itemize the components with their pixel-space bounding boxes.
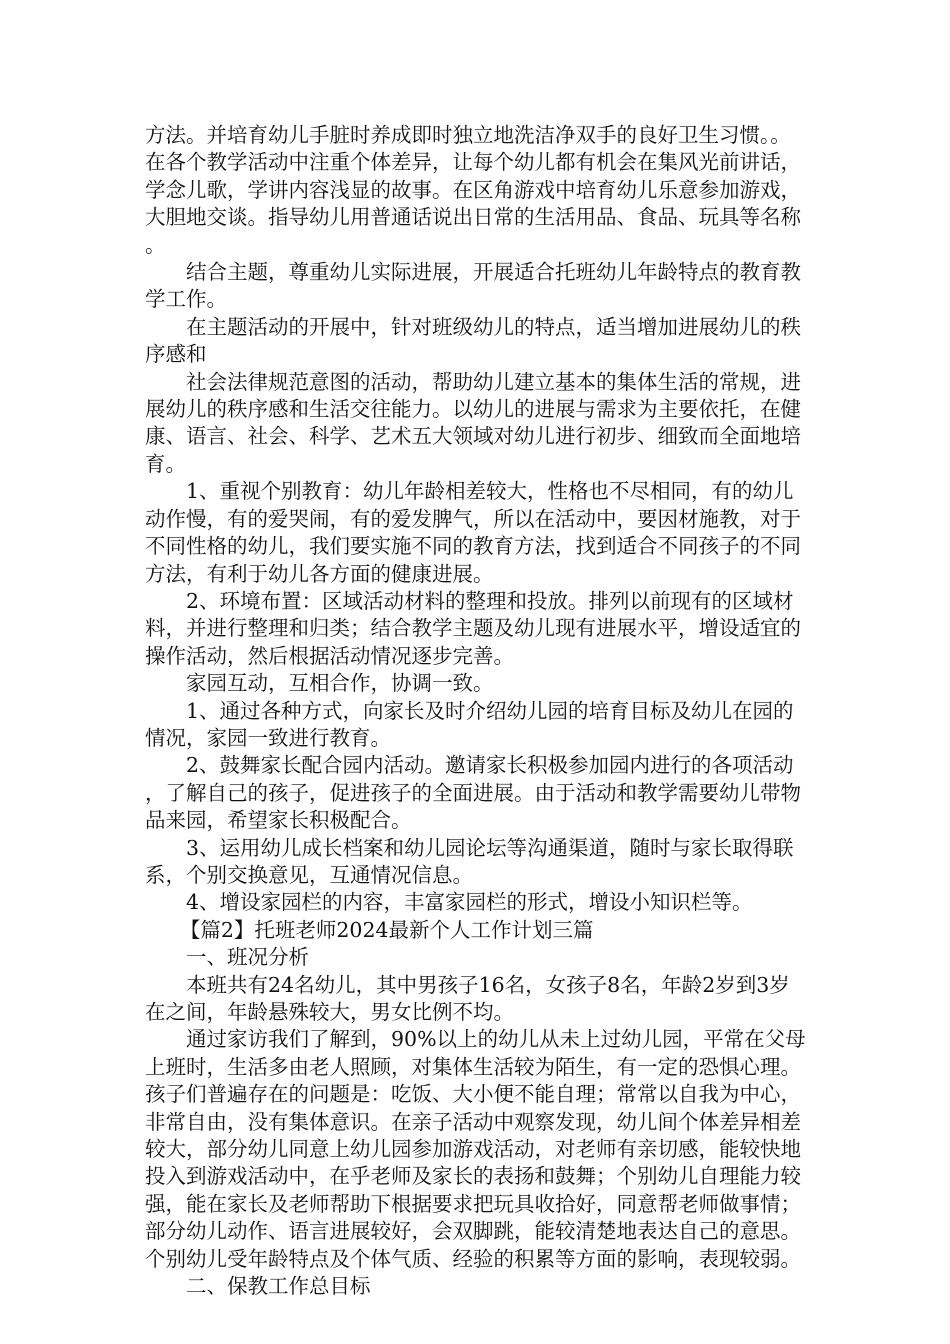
document-body [145,122,810,1300]
paragraph-hygiene-language: 方法。并培育幼儿手脏时养成即时独立地洗洁净双手的良好卫生习惯。。在各个教学活动中注重个体差异，让每个幼儿都有机会在集风光前讲话，学念儿歌，学讲内容浅显的故事。在区角游戏中培育幼儿乐意参加游戏，大胆地交谈。指导幼儿用普通话说出日常的生活用品、食品、玩具等名称。 [145,123,801,257]
section-heading-class-analysis: 一、班况分析 [186,945,309,970]
paragraph-home-school-3: 3、运用幼儿成长档案和幼儿园论坛等沟通渠道，随时与家长取得联系，个别交换意见，互通情况信息。 [145,835,794,887]
paragraph-theme-activities: 在主题活动的开展中，针对班级幼儿的特点，适当增加进展幼儿的秩序感和 [145,314,801,367]
paragraph-individual-education: 1、重视个别教育：幼儿年龄相差较大，性格也不尽相同，有的幼儿动作慢，有的爱哭闹，有的爱发脾气，所以在活动中，要因材施教，对于不同性格的幼儿，我们要实施不同的教育方法，找到适合不同孩子的不同方法，有利于幼儿各方面的健康进展。 [145,479,801,586]
paragraph-home-school-2: 2、鼓舞家长配合园内活动。邀请家长积极参加园内进行的各项活动，了解自己的孩子，促进孩子的全面进展。由于活动和教学需要幼儿带物品来园，希望家长积极配合。 [145,753,801,833]
section-heading-part2: 【篇2】托班老师2024最新个人工作计划三篇 [179,917,594,942]
paragraph-home-visit: 通过家访我们了解到，90%以上的幼儿从未上过幼儿园，平常在父母上班时，生活多由老人照顾，对集体生活较为陌生，有一定的恐惧心理。孩子们普遍存在的问题是：吃饭、大小便不能自理；常常以自我为中心，非常自由，没有集体意识。在亲子活动中观察发现，幼儿间个体差异相差较大，部分幼儿同意上幼儿园参加游戏活动，对老师有亲切感，能较快地投入到游戏活动中，在乎老师及家长的表扬和鼓舞；个别幼儿自理能力较强，能在家长及老师帮助下根据要求把玩具收拾好，同意帮老师做事情；部分幼儿动作、语言进展较好，会双脚跳，能较清楚地表达自己的意思。个别幼儿受年龄特点及个体气质、经验的积累等方面的影响，表现较弱。 [145,1027,806,1271]
paragraph-home-school-4: 4、增设家园栏的内容，丰富家园栏的形式，增设小知识栏等。 [186,890,753,915]
section-heading-overall-goals: 二、保教工作总目标 [186,1274,371,1299]
paragraph-theme-teaching: 结合主题，尊重幼儿实际进展，开展适合托班幼儿年龄特点的教育教学工作。 [145,260,801,312]
paragraph-social-rules: 社会法律规范意图的活动，帮助幼儿建立基本的集体生活的常规，进展幼儿的秩序感和生活交往能力。以幼儿的进展与需求为主要依托，在健康、语言、社会、科学、艺术五大领域对幼儿进行初步、细致而全面地培育。 [145,369,801,476]
paragraph-home-school: 家园互动，互相合作，协调一致。 [186,671,494,696]
paragraph-home-school-1: 1、通过各种方式，向家长及时介绍幼儿园的培育目标及幼儿在园的情况，家园一致进行教育。 [145,698,794,750]
paragraph-class-stats: 本班共有24名幼儿，其中男孩子16名，女孩子8名，年龄2岁到3岁在之间，年龄悬殊较大，男女比例不均。 [145,972,790,1024]
paragraph-environment: 2、环境布置：区域活动材料的整理和投放。排列以前现有的区域材料，并进行整理和归类；结合教学主题及幼儿现有进展水平，增设适宜的操作活动，然后根据活动情况逐步完善。 [145,588,801,668]
